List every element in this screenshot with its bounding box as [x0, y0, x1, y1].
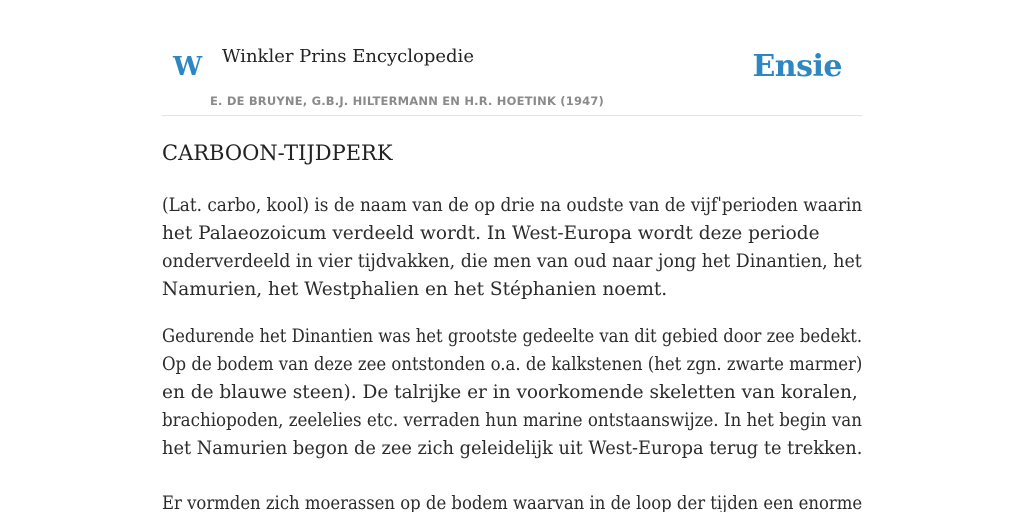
article-title: CARBOON-TIJDPERK — [162, 141, 393, 165]
source-header — [162, 0, 862, 116]
paragraph-line: brachiopoden, zeelelies etc. verraden hun marine ontstaanswijze. In het begin van — [162, 410, 862, 431]
paragraph-line: en de blauwe steen). De talrijke er in voorkomende skeletten van koralen, — [162, 382, 858, 403]
paragraph-line: onderverdeeld in vier tijdvakken, die men van oud naar jong het Dinantien, het — [162, 251, 862, 272]
article-paragraph — [162, 192, 862, 304]
source-authors: E. DE BRUYNE, G.B.J. HILTERMANN EN H.R. HOETINK (1947) — [210, 94, 605, 108]
paragraph-line: het Namurien begon de zee zich geleidelijk uit West-Europa terug te trekken. — [162, 438, 863, 459]
source-logo[interactable]: W — [173, 52, 203, 82]
article-paragraph — [162, 490, 862, 512]
brand-logo[interactable]: Ensie — [752, 49, 842, 84]
paragraph-line: Namurien, het Westphalien en het Stéphanien noemt. — [162, 279, 668, 300]
paragraph-line: Gedurende het Dinantien was het grootste gedeelte van dit gebied door zee bedekt. — [162, 326, 863, 347]
paragraph-line: het Palaeozoicum verdeeld wordt. In West-Europa wordt deze periode — [162, 223, 820, 244]
paragraph-line: (Lat. carbo, kool) is de naam van de op drie na oudste van de vijfˈperioden waarin — [162, 195, 863, 216]
article-page — [162, 0, 862, 512]
source-title[interactable]: Winkler Prins Encyclopedie — [222, 46, 474, 67]
article-paragraph — [162, 323, 862, 463]
paragraph-line: Op de bodem van deze zee ontstonden o.a. de kalkstenen (het zgn. zwarte marmer) — [162, 354, 863, 375]
paragraph-line: Er vormden zich moerassen op de bodem waarvan in de loop der tijden een enorme — [162, 493, 863, 512]
